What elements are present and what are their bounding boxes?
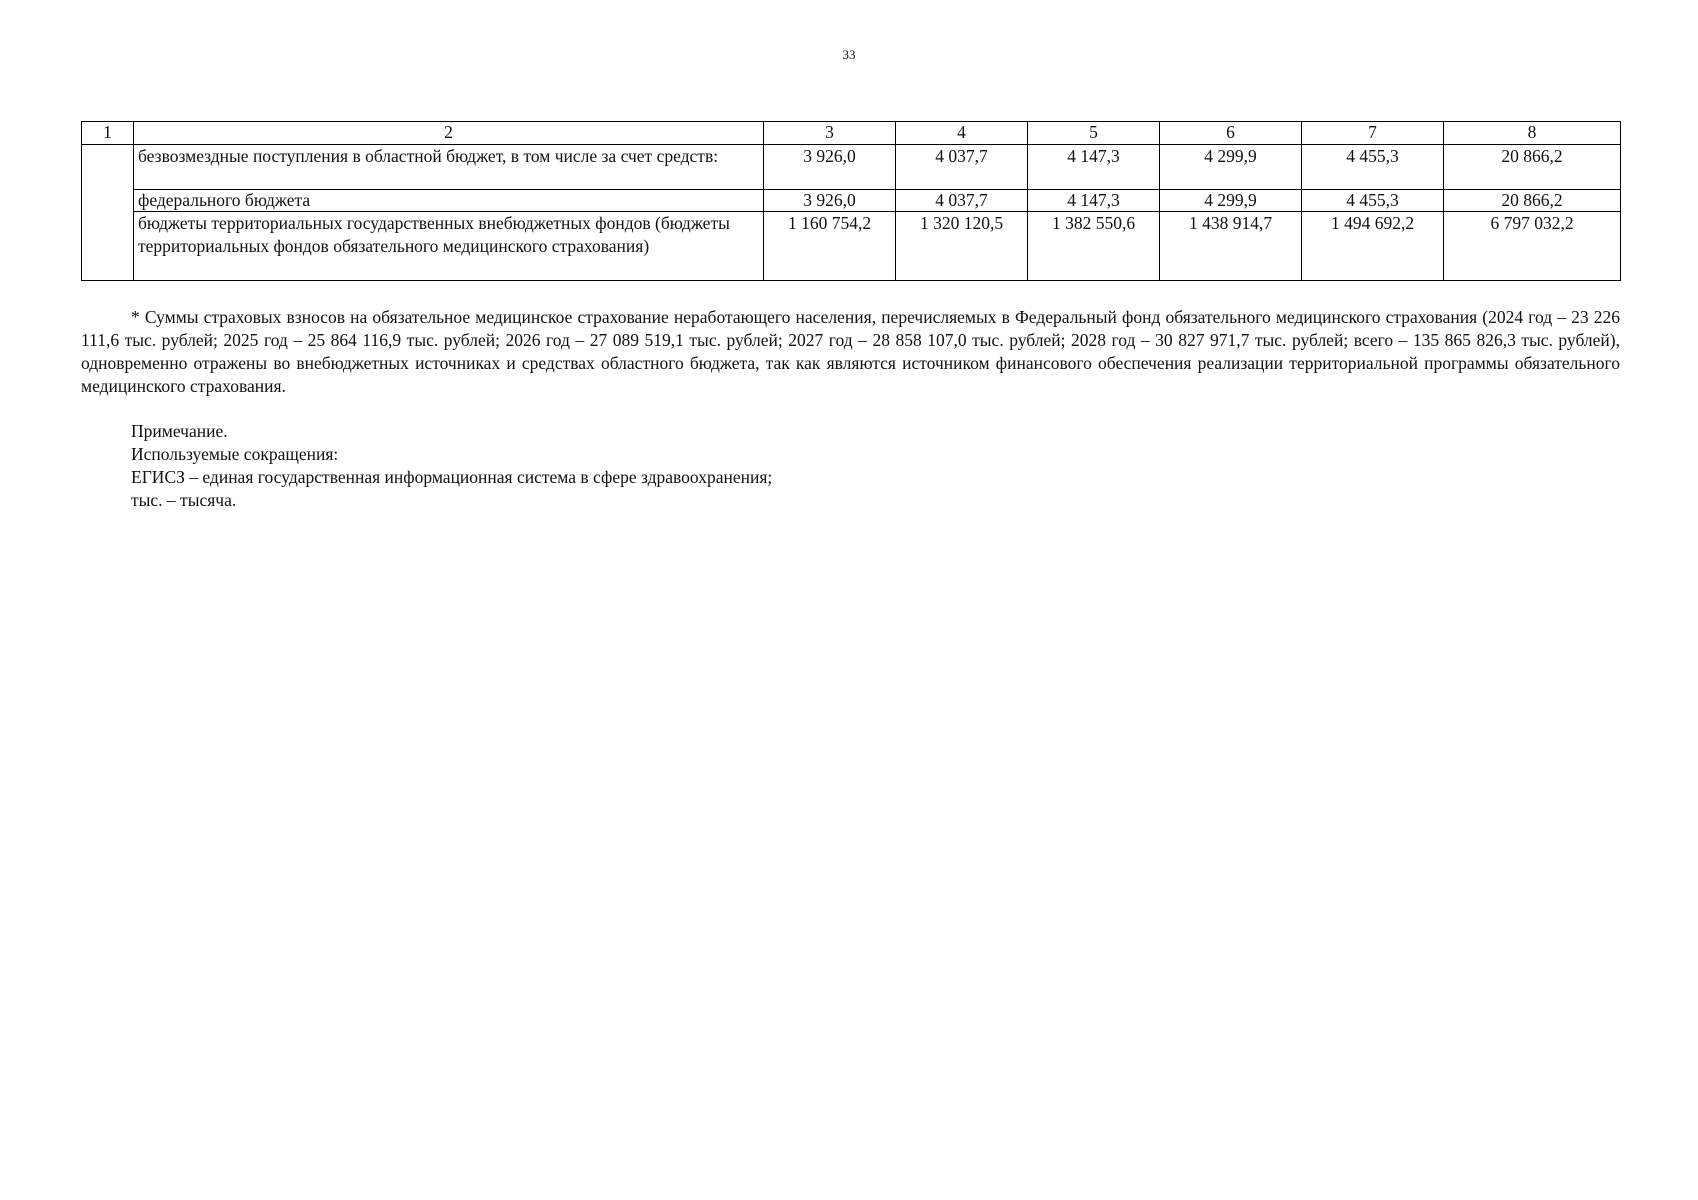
notes-section	[131, 420, 1331, 512]
table-cell: 6 797 032,2	[1444, 212, 1621, 281]
table-cell: 4 037,7	[896, 145, 1028, 190]
budget-table	[81, 121, 1621, 281]
page-number: 33	[842, 47, 856, 62]
row-label: безвозмездные поступления в областной бюджет, в том числе за счет средств:	[134, 145, 764, 190]
row-label: бюджеты территориальных государственных внебюджетных фондов (бюджеты территориальных фондов обязательного медицинского страхования)	[134, 212, 764, 281]
table-cell: 1 494 692,2	[1302, 212, 1444, 281]
notes-subtitle: Используемые сокращения:	[131, 444, 339, 464]
table-cell: 20 866,2	[1444, 190, 1621, 212]
table-cell: 4 147,3	[1028, 145, 1160, 190]
table-cell: 3 926,0	[764, 145, 896, 190]
column-header: 5	[1028, 122, 1160, 145]
column-header: 7	[1302, 122, 1444, 145]
table-cell: 1 382 550,6	[1028, 212, 1160, 281]
column-header: 1	[82, 122, 134, 145]
table-cell: 1 438 914,7	[1160, 212, 1302, 281]
abbreviation-item: тыс. – тысяча.	[131, 490, 237, 510]
table-cell: 1 320 120,5	[896, 212, 1028, 281]
table-cell: 1 160 754,2	[764, 212, 896, 281]
row-number-cell	[82, 145, 134, 281]
column-header: 2	[134, 122, 764, 145]
column-header: 3	[764, 122, 896, 145]
table-row	[82, 190, 1621, 212]
column-header: 4	[896, 122, 1028, 145]
table-cell: 4 037,7	[896, 190, 1028, 212]
table-cell: 4 147,3	[1028, 190, 1160, 212]
table-header-row	[82, 122, 1621, 145]
table-cell: 4 455,3	[1302, 145, 1444, 190]
table-cell: 4 455,3	[1302, 190, 1444, 212]
row-label: федерального бюджета	[134, 190, 764, 212]
table-row	[82, 212, 1621, 281]
abbreviation-item: ЕГИСЗ – единая государственная информационная система в сфере здравоохранения;	[131, 467, 773, 487]
notes-title: Примечание.	[131, 421, 228, 441]
table-row	[82, 145, 1621, 190]
table-cell: 4 299,9	[1160, 145, 1302, 190]
column-header: 6	[1160, 122, 1302, 145]
table-cell: 20 866,2	[1444, 145, 1621, 190]
column-header: 8	[1444, 122, 1621, 145]
footnote: * Суммы страховых взносов на обязательное медицинское страхование неработающего населения, перечисляемых в Федеральный фонд обязательного медицинского страхования (2024 год – 23 226 111,6 тыс. рублей; 2025 год – 25 864 116,9 тыс. рублей; 2026 год – 27 089 519,1 тыс. рублей; 2027 год – 28 858 107,0 тыс. рублей; 2028 год – 30 827 971,7 тыс. рублей; всего – 135 865 826,3 тыс. рублей), одновременно отражены во внебюджетных источниках и средствах областного бюджета, так как являются источником финансового обеспечения реализации территориальной программы обязательного медицинского страхования.	[81, 307, 1620, 396]
table-cell: 4 299,9	[1160, 190, 1302, 212]
table-cell: 3 926,0	[764, 190, 896, 212]
